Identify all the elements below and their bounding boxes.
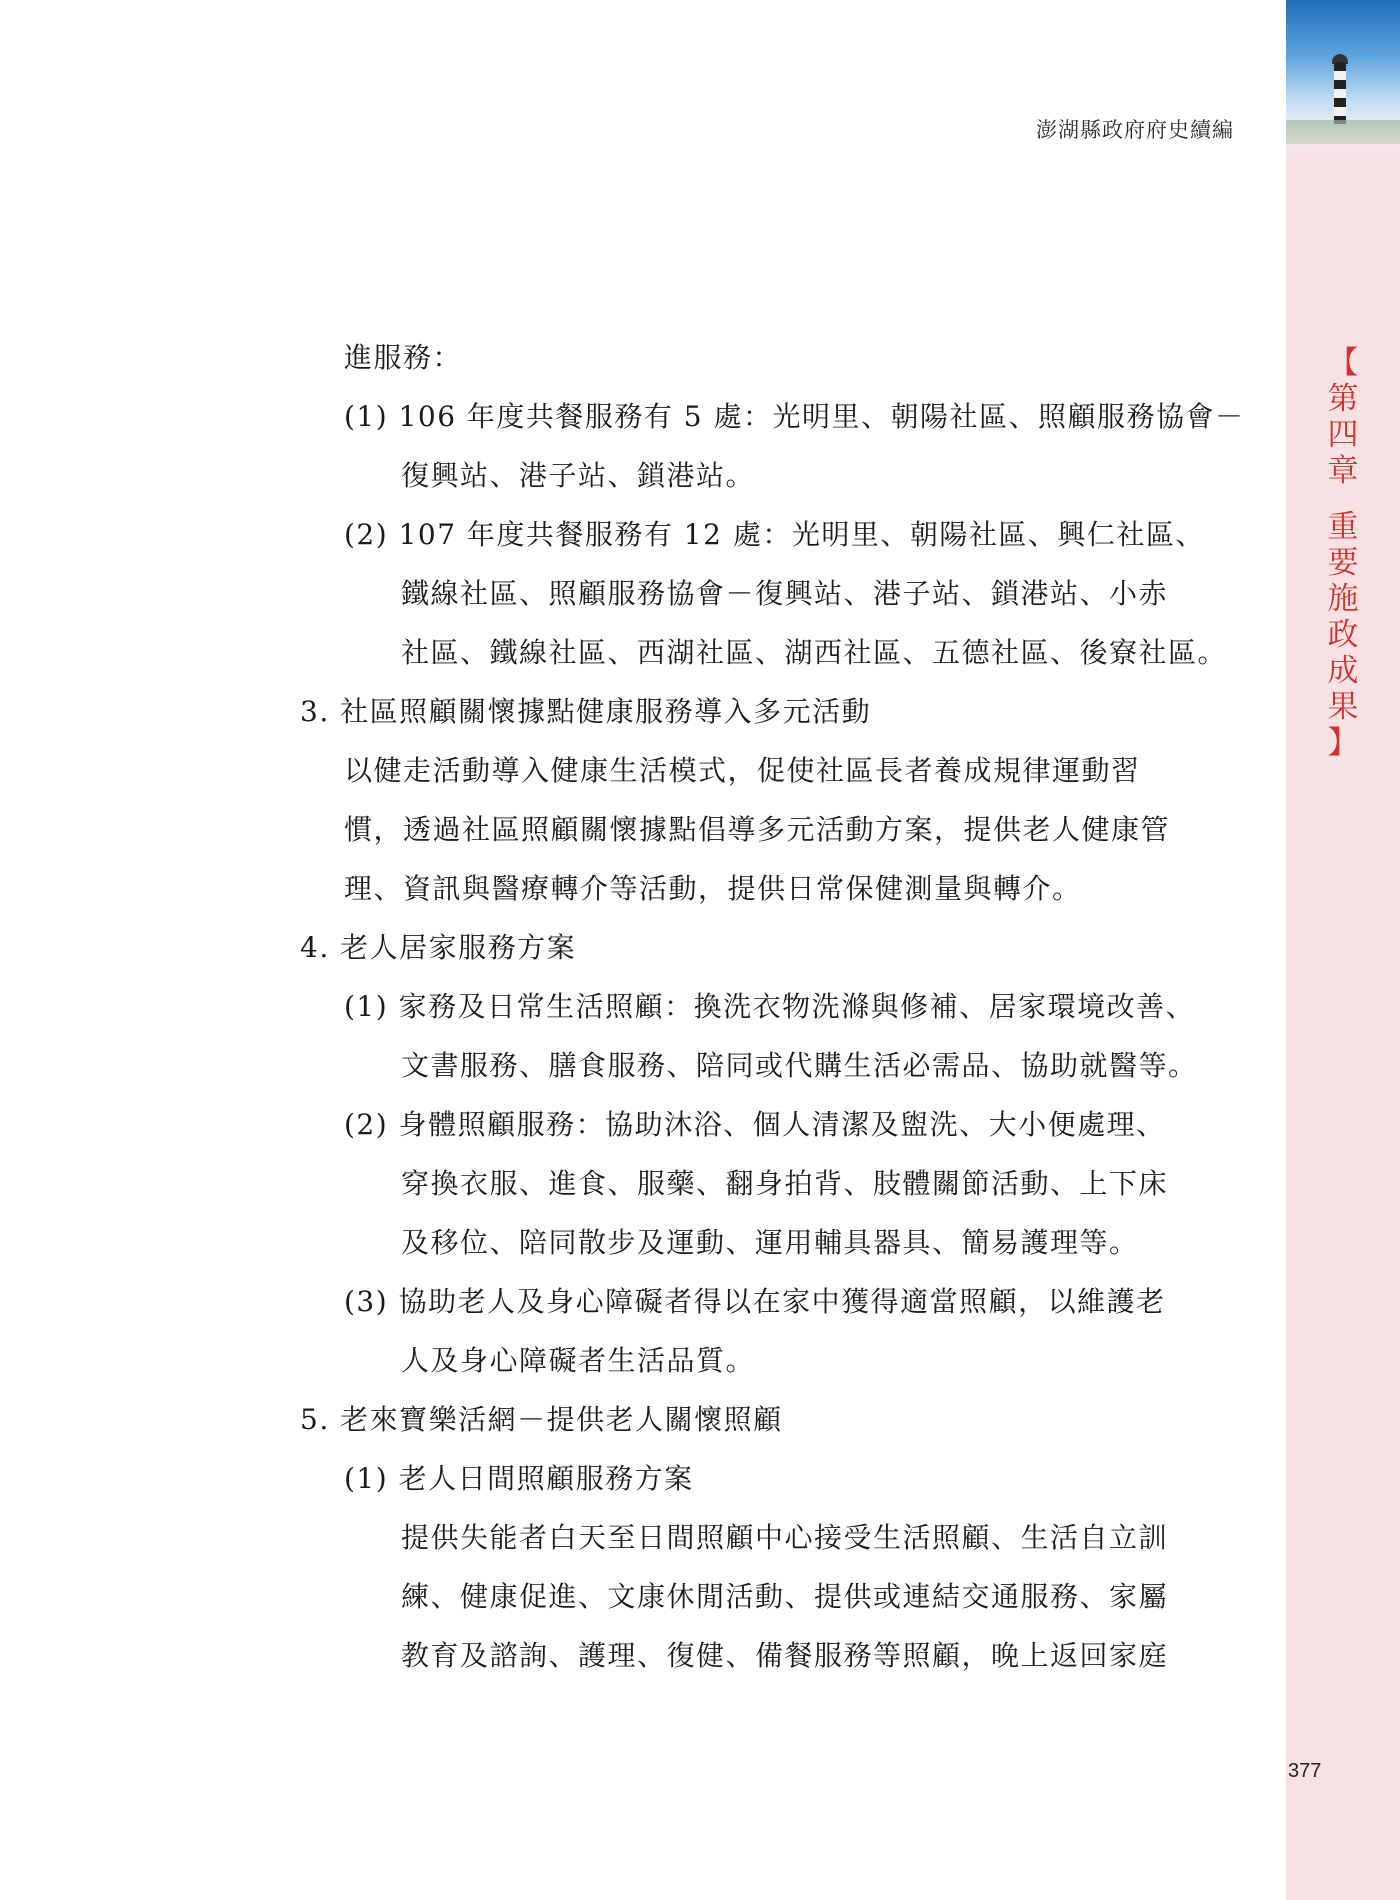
chapter-char: 章 xyxy=(1327,453,1359,489)
page-number: 377 xyxy=(1288,1760,1322,1782)
list-item: (3) 協助老人及身心障礙者得以在家中獲得適當照顧，以維護老 xyxy=(344,1285,1166,1318)
lighthouse-icon xyxy=(1334,62,1346,124)
topic-char: 重 xyxy=(1327,509,1359,545)
shoreline xyxy=(1286,120,1400,144)
list-item: (1) 106 年度共餐服務有 5 處：光明里、朝陽社區、照顧服務協會－ xyxy=(344,400,1245,433)
text-line: 提供失能者白天至日間照顧中心接受生活照顧、生活自立訓 xyxy=(401,1521,1169,1554)
list-item: (1) 家務及日常生活照顧：換洗衣物洗滌與修補、居家環境改善、 xyxy=(344,990,1196,1023)
text-line: 理、資訊與醫療轉介等活動，提供日常保健測量與轉介。 xyxy=(344,872,1082,905)
text-line: 教育及諮詢、護理、復健、備餐服務等照顧，晚上返回家庭 xyxy=(401,1639,1169,1672)
running-header: 澎湖縣政府府史續編 xyxy=(1036,118,1234,142)
topic-char: 施 xyxy=(1327,581,1359,617)
chapter-char: 第 xyxy=(1327,381,1359,417)
chapter-tab xyxy=(1286,345,1400,761)
topic-char: 政 xyxy=(1327,617,1359,653)
list-item: (2) 107 年度共餐服務有 12 處：光明里、朝陽社區、興仁社區、 xyxy=(344,518,1205,551)
section-heading: 4. 老人居家服務方案 xyxy=(300,931,577,964)
text-line: 文書服務、膳食服務、陪同或代購生活必需品、協助就醫等。 xyxy=(401,1049,1198,1082)
text-line: 練、健康促進、文康休閒活動、提供或連結交通服務、家屬 xyxy=(401,1580,1169,1613)
text-line: 慣，透過社區照顧關懷據點倡導多元活動方案，提供老人健康管 xyxy=(344,813,1171,846)
topic-char: 要 xyxy=(1327,545,1359,581)
section-heading: 3. 社區照顧關懷據點健康服務導入多元活動 xyxy=(300,695,872,728)
text-line: 穿換衣服、進食、服藥、翻身拍背、肢體關節活動、上下床 xyxy=(401,1167,1169,1200)
chapter-char: 四 xyxy=(1327,417,1359,453)
list-item: (2) 身體照顧服務：協助沐浴、個人清潔及盥洗、大小便處理、 xyxy=(344,1108,1166,1141)
text-line: 鐵線社區、照顧服務協會－復興站、港子站、鎖港站、小赤 xyxy=(401,577,1169,610)
text-line: 進服務： xyxy=(344,341,463,374)
text-line: 及移位、陪同散步及運動、運用輔具器具、簡易護理等。 xyxy=(401,1226,1139,1259)
text-line: 復興站、港子站、鎖港站。 xyxy=(401,459,756,492)
chapter-open-bracket: 【 xyxy=(1327,345,1359,381)
text-line: 以健走活動導入健康生活模式，促使社區長者養成規律運動習 xyxy=(344,754,1141,787)
chapter-close-bracket: 】 xyxy=(1327,725,1359,761)
text-line: 社區、鐵線社區、西湖社區、湖西社區、五德社區、後寮社區。 xyxy=(401,636,1228,669)
section-heading: 5. 老來寶樂活網－提供老人關懷照顧 xyxy=(300,1403,783,1436)
list-item: (1) 老人日間照顧服務方案 xyxy=(344,1462,694,1495)
topic-char: 果 xyxy=(1327,689,1359,725)
lighthouse-photo xyxy=(1286,0,1400,160)
chapter-side-band xyxy=(1286,0,1400,1900)
text-line: 人及身心障礙者生活品質。 xyxy=(401,1344,756,1377)
topic-char: 成 xyxy=(1327,653,1359,689)
